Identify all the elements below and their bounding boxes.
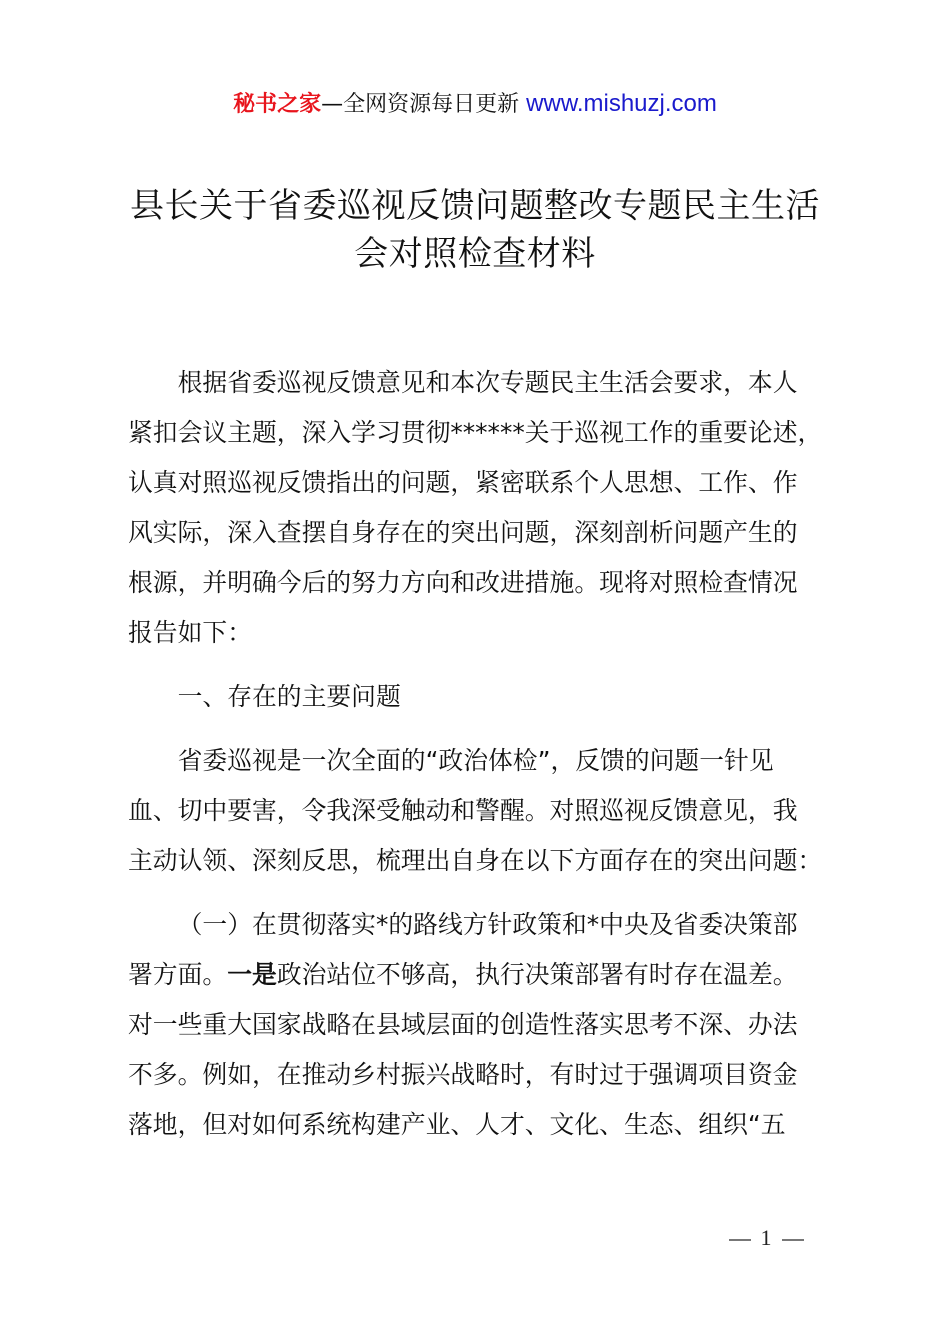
title-line: 会对照检查材料 — [354, 234, 596, 274]
title-line: 县长关于省委巡视反馈问题整改专题民主生活 — [130, 186, 820, 226]
document-title — [110, 182, 840, 278]
text-line — [128, 950, 832, 1000]
text-line: 风实际，深入查摆自身存在的突出问题，深刻剖析问题产生的 — [128, 518, 798, 547]
page-number — [716, 1225, 816, 1251]
section-heading-text: 一、存在的主要问题 — [177, 682, 401, 711]
text-line: 根源，并明确今后的努力方向和改进措施。现将对照检查情况 — [128, 568, 798, 597]
document-body — [128, 358, 832, 1150]
text-line: （一）在贯彻落实*的路线方针政策和*中央及省委决策部 — [177, 910, 798, 939]
text-line: 落地，但对如何系统构建产业、人才、文化、生态、组织“五 — [128, 1110, 786, 1139]
dash-decoration — [729, 1239, 751, 1241]
banner-slogan: —全网资源每日更新 — [321, 92, 520, 117]
text-segment: 署方面。 — [128, 960, 228, 989]
text-line: 紧扣会议主题，深入学习贯彻******关于巡视工作的重要论述， — [128, 418, 823, 447]
text-line: 根据省委巡视反馈意见和本次专题民主生活会要求，本人 — [177, 368, 798, 397]
text-line: 主动认领、深刻反思，梳理出自身在以下方面存在的突出问题： — [128, 846, 823, 875]
problems-intro-paragraph — [128, 736, 832, 886]
text-line: 认真对照巡视反馈指出的问题，紧密联系个人思想、工作、作 — [128, 468, 798, 497]
site-banner — [0, 88, 950, 121]
text-line: 报告如下： — [128, 618, 252, 647]
intro-paragraph — [128, 358, 832, 658]
brand-name: 秘书之家 — [233, 92, 322, 117]
bold-marker: 一是 — [227, 960, 277, 989]
text-segment: 政治站位不够高，执行决策部署有时存在温差。 — [276, 960, 798, 989]
page-number-value: 1 — [760, 1225, 772, 1250]
subsection-paragraph — [128, 900, 832, 1150]
banner-url[interactable]: www.mishuzj.com — [526, 90, 717, 117]
text-line: 省委巡视是一次全面的“政治体检”，反馈的问题一针见 — [177, 746, 774, 775]
text-line: 对一些重大国家战略在县域层面的创造性落实思考不深、办法 — [128, 1010, 798, 1039]
dash-decoration — [782, 1239, 804, 1241]
text-line: 不多。例如，在推动乡村振兴战略时，有时过于强调项目资金 — [128, 1060, 798, 1089]
text-line: 血、切中要害，令我深受触动和警醒。对照巡视反馈意见，我 — [128, 796, 798, 825]
section-heading — [128, 672, 832, 722]
